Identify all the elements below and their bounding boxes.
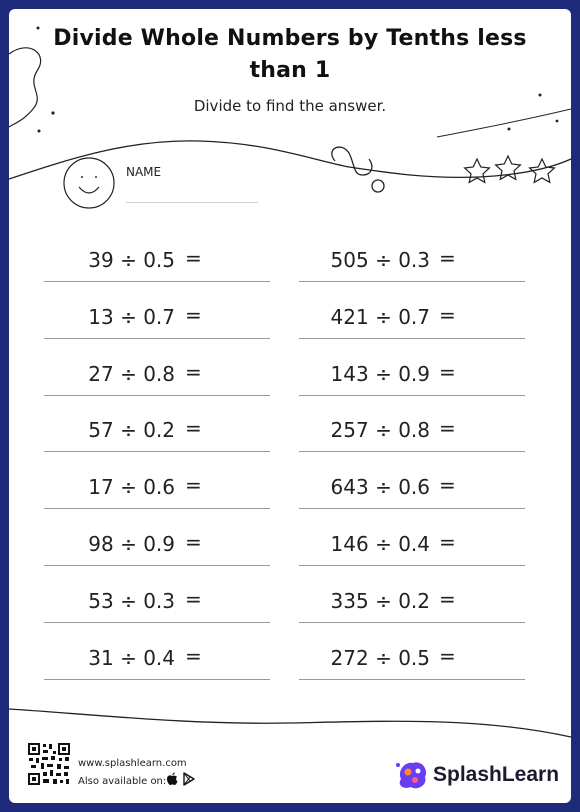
equals-sign: = xyxy=(185,586,202,611)
equals-sign: = xyxy=(185,359,202,384)
problem-expression: 39 ÷ 0.5 xyxy=(88,248,175,272)
equals-sign: = xyxy=(185,643,202,668)
problem-expression: 643 ÷ 0.6 xyxy=(330,475,430,500)
equals-sign: = xyxy=(185,246,202,270)
equals-sign: = xyxy=(439,416,456,441)
equals-sign: = xyxy=(439,473,456,498)
equals-sign: = xyxy=(439,643,456,668)
equals-sign: = xyxy=(185,530,202,554)
name-label: NAME xyxy=(126,165,162,179)
problem-row[interactable] xyxy=(299,355,525,396)
equals-sign: = xyxy=(185,302,202,327)
header-wave xyxy=(9,141,571,179)
problem-expression: 57 ÷ 0.2 xyxy=(88,418,175,443)
problem-expression: 146 ÷ 0.4 xyxy=(330,532,430,556)
smiley-face-icon xyxy=(64,158,114,208)
problem-expression: 143 ÷ 0.9 xyxy=(330,361,430,386)
problem-expression: 421 ÷ 0.7 xyxy=(330,304,430,329)
problem-expression: 505 ÷ 0.3 xyxy=(330,248,430,272)
name-input-line[interactable] xyxy=(126,202,258,203)
worksheet xyxy=(9,9,571,803)
problem-expression: 272 ÷ 0.5 xyxy=(330,645,430,670)
problem-row[interactable] xyxy=(299,241,525,282)
problem-row[interactable] xyxy=(299,468,525,509)
website-url[interactable]: www.splashlearn.com xyxy=(78,758,187,769)
problem-row[interactable] xyxy=(44,411,270,452)
problem-expression: 17 ÷ 0.6 xyxy=(88,475,175,500)
equals-sign: = xyxy=(439,246,456,270)
problem-expression: 27 ÷ 0.8 xyxy=(88,361,175,386)
problem-row[interactable] xyxy=(44,525,270,566)
brand-name: SplashLearn xyxy=(433,763,560,786)
problem-expression: 257 ÷ 0.8 xyxy=(330,418,430,443)
problem-expression: 98 ÷ 0.9 xyxy=(88,532,175,556)
decorations xyxy=(9,9,571,803)
worksheet-title: Divide Whole Numbers by Tenths less than 1 xyxy=(53,26,527,83)
problem-row[interactable] xyxy=(299,639,525,680)
splashlearn-logo-icon xyxy=(395,757,431,793)
problem-row[interactable] xyxy=(44,468,270,509)
equals-sign: = xyxy=(439,359,456,384)
problem-expression: 13 ÷ 0.7 xyxy=(88,304,175,329)
apple-icon xyxy=(167,772,177,785)
footer-wave xyxy=(9,709,571,737)
equals-sign: = xyxy=(439,586,456,611)
equals-sign: = xyxy=(185,416,202,441)
problem-row[interactable] xyxy=(299,298,525,339)
problem-row[interactable] xyxy=(44,298,270,339)
problem-row[interactable] xyxy=(44,582,270,623)
equals-sign: = xyxy=(185,473,202,498)
problem-row[interactable] xyxy=(299,582,525,623)
qr-code-icon xyxy=(27,742,71,786)
curl-decoration xyxy=(332,147,372,175)
problem-row[interactable] xyxy=(44,639,270,680)
equals-sign: = xyxy=(439,302,456,327)
ring-decoration xyxy=(372,180,384,192)
problem-expression: 31 ÷ 0.4 xyxy=(88,645,175,670)
problem-row[interactable] xyxy=(44,355,270,396)
problem-row[interactable] xyxy=(44,241,270,282)
available-on-text: Also available on: xyxy=(78,776,167,787)
equals-sign: = xyxy=(439,530,456,554)
problem-row[interactable] xyxy=(299,525,525,566)
problem-row[interactable] xyxy=(299,411,525,452)
play-store-icon xyxy=(184,773,194,785)
problem-expression: 335 ÷ 0.2 xyxy=(330,588,430,613)
store-icons xyxy=(165,771,197,787)
instruction-text: Divide to find the answer. xyxy=(193,97,387,115)
problem-expression: 53 ÷ 0.3 xyxy=(88,588,175,613)
